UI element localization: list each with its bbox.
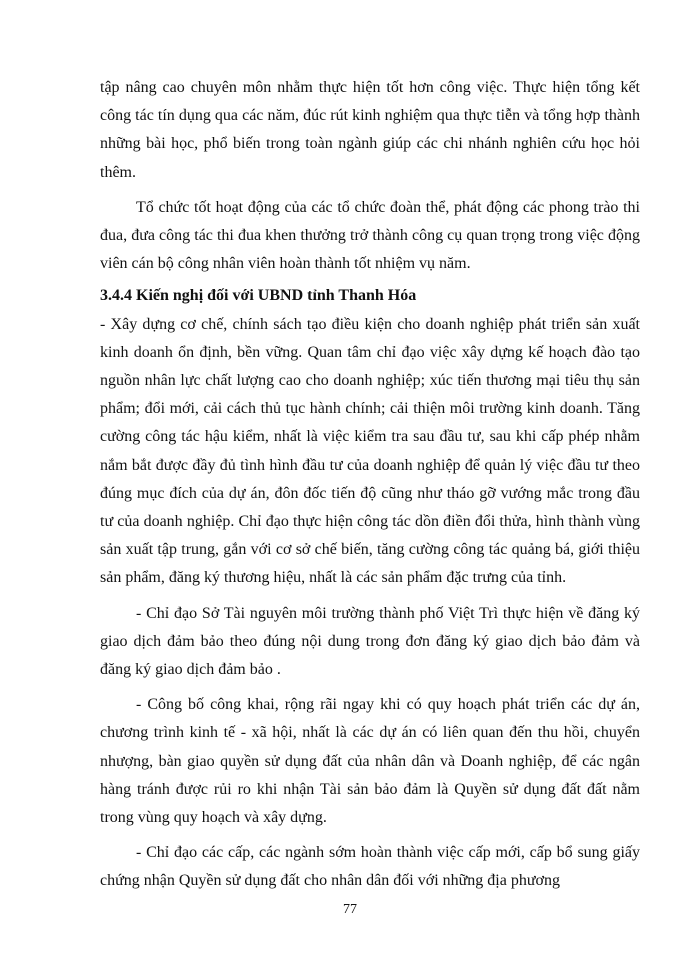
page-number: 77 [343, 902, 357, 917]
page-body [100, 74, 640, 896]
recommendation-item: - Chỉ đạo Sở Tài nguyên môi trường thành phố Việt Trì thực hiện về đăng ký giao dịch đảm bảo theo đúng nội dung trong đơn đăng ký giao dịch bảo đảm và đăng ký giao dịch đảm bảo . [100, 604, 640, 679]
paragraph-union-activities: Tổ chức tốt hoạt động của các tổ chức đoàn thể, phát động các phong trào thi đua, đưa công tác thi đua khen thưởng trở thành công cụ quan trọng trong việc động viên cán bộ công nhân viên hoàn thành tốt nhiệm vụ năm. [100, 198, 640, 273]
section-heading: 3.4.4 Kiến nghị đối với UBND tỉnh Thanh Hóa [100, 287, 417, 305]
recommendation-item: - Chỉ đạo các cấp, các ngành sớm hoàn thành việc cấp mới, cấp bổ sung giấy chứng nhận Quyền sử dụng đất cho nhân dân đối với những địa phương [100, 844, 640, 890]
recommendation-item: - Xây dựng cơ chế, chính sách tạo điều kiện cho doanh nghiệp phát triển sản xuất kinh doanh ổn định, bền vững. Quan tâm chỉ đạo việc xây dựng kế hoạch đào tạo nguồn nhân lực chất lượng cao cho doanh nghiệp; xúc tiến thương mại tiêu thụ sản phẩm; đổi mới, cải cách thủ tục hành chính; cải thiện môi trường kinh doanh. Tăng cường công tác hậu kiểm, nhất là việc kiểm tra sau đầu tư, sau khi cấp phép nhằm nắm bắt được đầy đủ tình hình đầu tư của doanh nghiệp để quản lý việc đầu tư theo đúng mục đích của dự án, đôn đốc tiến độ cũng như tháo gỡ vướng mắc trong đầu tư của doanh nghiệp. Chỉ đạo thực hiện công tác dồn điền đổi thửa, hình thành vùng sản xuất tập trung, gắn với cơ sở chế biến, tăng cường công tác quảng bá, giới thiệu sản phẩm, đăng ký thương hiệu, nhất là các sản phẩm đặc trưng của tỉnh. [100, 315, 640, 587]
recommendation-item: - Công bố công khai, rộng rãi ngay khi có quy hoạch phát triển các dự án, chương trình kinh tế - xã hội, nhất là các dự án có liên quan đến thu hồi, chuyển nhượng, bàn giao quyền sử dụng đất của nhân dân và Doanh nghiệp, để các ngân hàng tránh được rủi ro khi nhận Tài sản bảo đảm là Quyền sử dụng đất đất nằm trong vùng quy hoạch và xây dựng. [100, 696, 640, 827]
paragraph-continuation: tập nâng cao chuyên môn nhằm thực hiện tốt hơn công việc. Thực hiện tổng kết công tác tín dụng qua các năm, đúc rút kinh nghiệm qua thực tiễn và tổng hợp thành những bài học, phổ biến trong toàn ngành giúp các chi nhánh nghiên cứu học hỏi thêm. [100, 79, 640, 181]
